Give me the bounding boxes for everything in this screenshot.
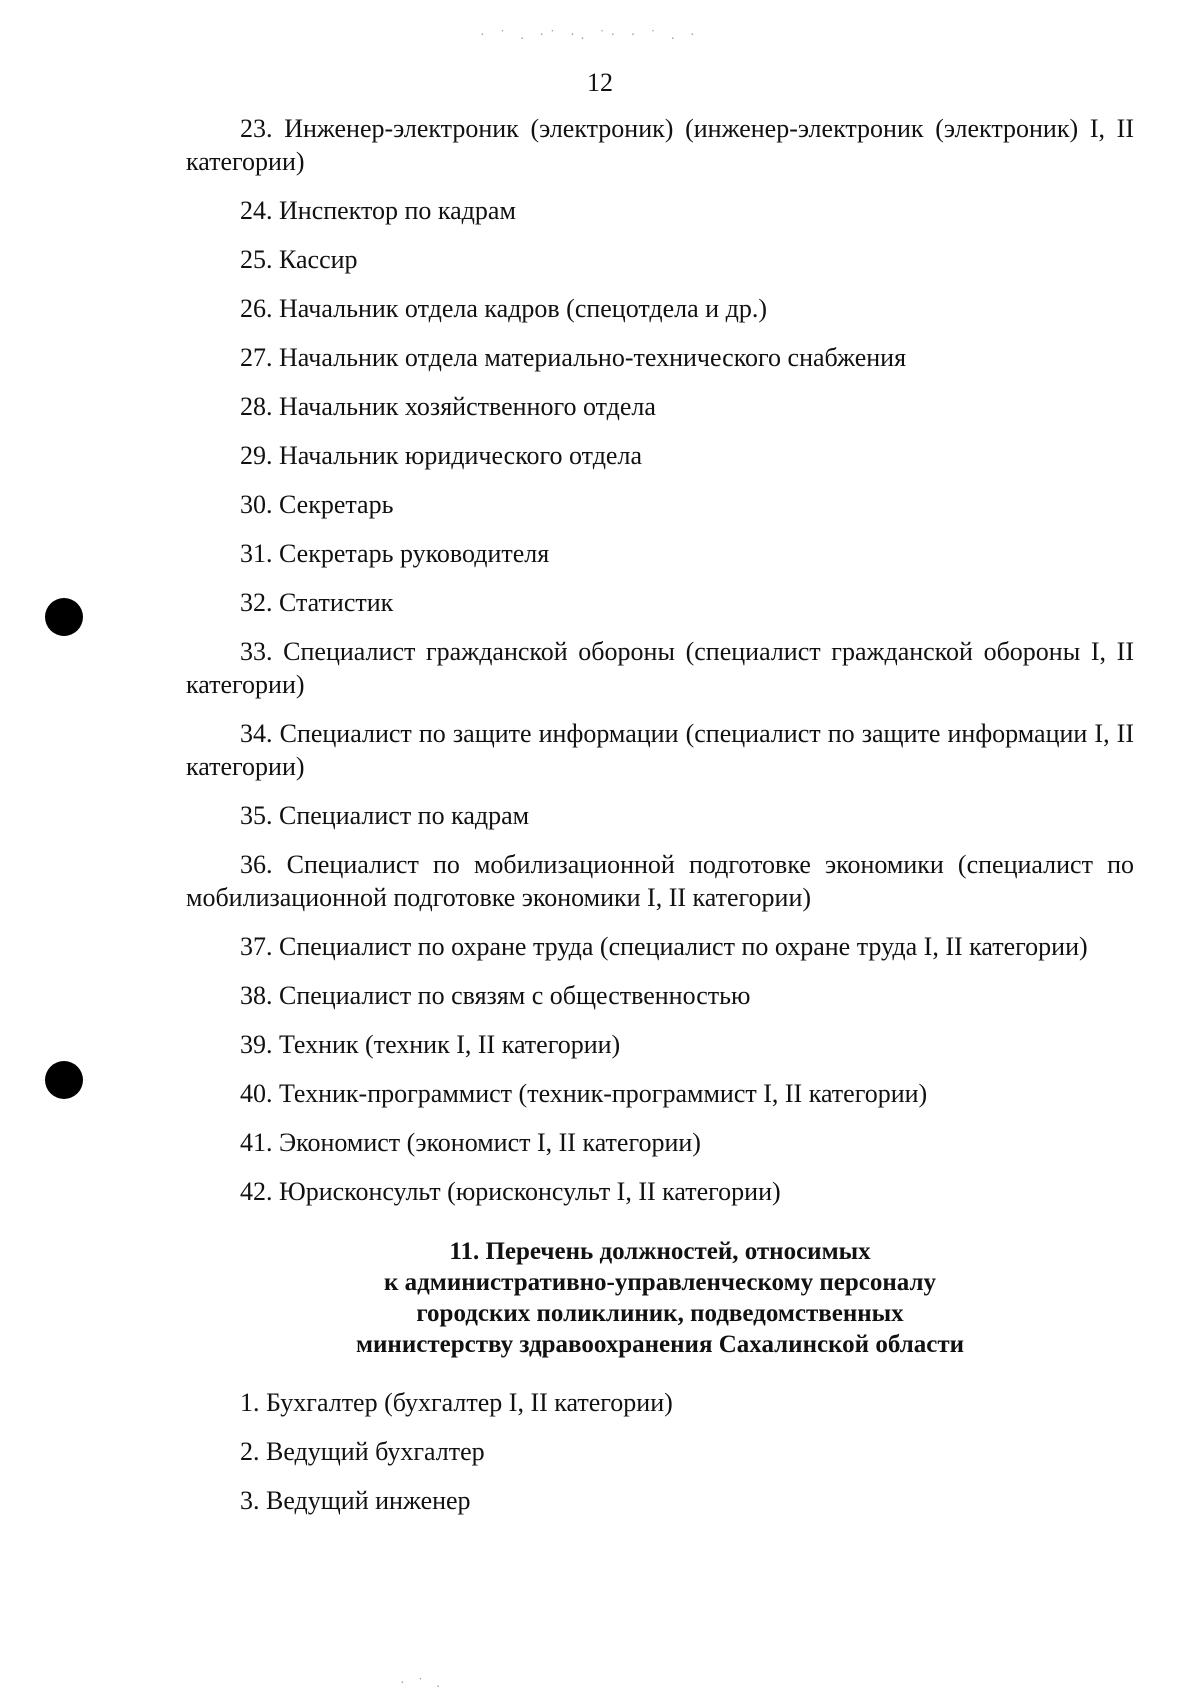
list-item: 41. Экономист (экономист I, II категории) (240, 1128, 701, 1157)
list-item: 38. Специалист по связям с общественностью (240, 981, 751, 1010)
list-item: 39. Техник (техник I, II категории) (240, 1030, 621, 1059)
list-item: 34. Специалист по защите информации (специалист по защите информации I, II категории) (186, 719, 1134, 781)
section-list-item: 3. Ведущий инженер (240, 1486, 471, 1515)
list-item: 35. Специалист по кадрам (240, 801, 530, 830)
page-number: 12 (587, 68, 613, 97)
list-item: 25. Кассир (240, 245, 358, 274)
list-item: 37. Специалист по охране труда (специалист по охране труда I, II категории) (240, 932, 1088, 961)
punch-hole-top (45, 598, 83, 636)
scan-noise-top: · ˙ . ·˙ ·. ˙· · ˙ . · (480, 28, 701, 43)
list-item: 31. Секретарь руководителя (240, 539, 550, 568)
list-item: 23. Инженер-электроник (электроник) (инженер-электроник (электроник) I, II категории) (186, 114, 1134, 176)
list-item: 42. Юрисконсульт (юрисконсульт I, II категории) (240, 1177, 781, 1206)
list-item: 30. Секретарь (240, 490, 394, 519)
document-body (186, 112, 1134, 1533)
section-heading (186, 1236, 1134, 1360)
list-item: 26. Начальник отдела кадров (спецотдела и др.) (240, 294, 767, 323)
list-item: 28. Начальник хозяйственного отдела (240, 392, 656, 421)
list-item: 29. Начальник юридического отдела (240, 441, 642, 470)
section-heading-line: к административно-управленческому персоналу (383, 1269, 937, 1296)
section-heading-line: министерству здравоохранения Сахалинской области (355, 1331, 965, 1358)
list-item: 27. Начальник отдела материально-технического снабжения (240, 343, 907, 372)
list-item: 32. Статистик (240, 588, 394, 617)
section-heading-line: 11. Перечень должностей, относимых (449, 1238, 871, 1265)
list-item: 24. Инспектор по кадрам (240, 196, 516, 225)
list-item: 36. Специалист по мобилизационной подготовке экономики (специалист по мобилизационной подготовке экономики I, II категории) (186, 850, 1134, 912)
punch-hole-bottom (45, 1061, 83, 1099)
scan-noise-bottom: · ˙ . (400, 1676, 445, 1691)
section-list-item: 2. Ведущий бухгалтер (240, 1437, 485, 1466)
section-list-item: 1. Бухгалтер (бухгалтер I, II категории) (240, 1388, 673, 1417)
section-heading-line: городских поликлиник, подведомственных (416, 1300, 904, 1327)
list-item: 33. Специалист гражданской обороны (специалист гражданской обороны I, II категории) (186, 637, 1134, 699)
list-item: 40. Техник-программист (техник-программист I, II категории) (240, 1079, 928, 1108)
